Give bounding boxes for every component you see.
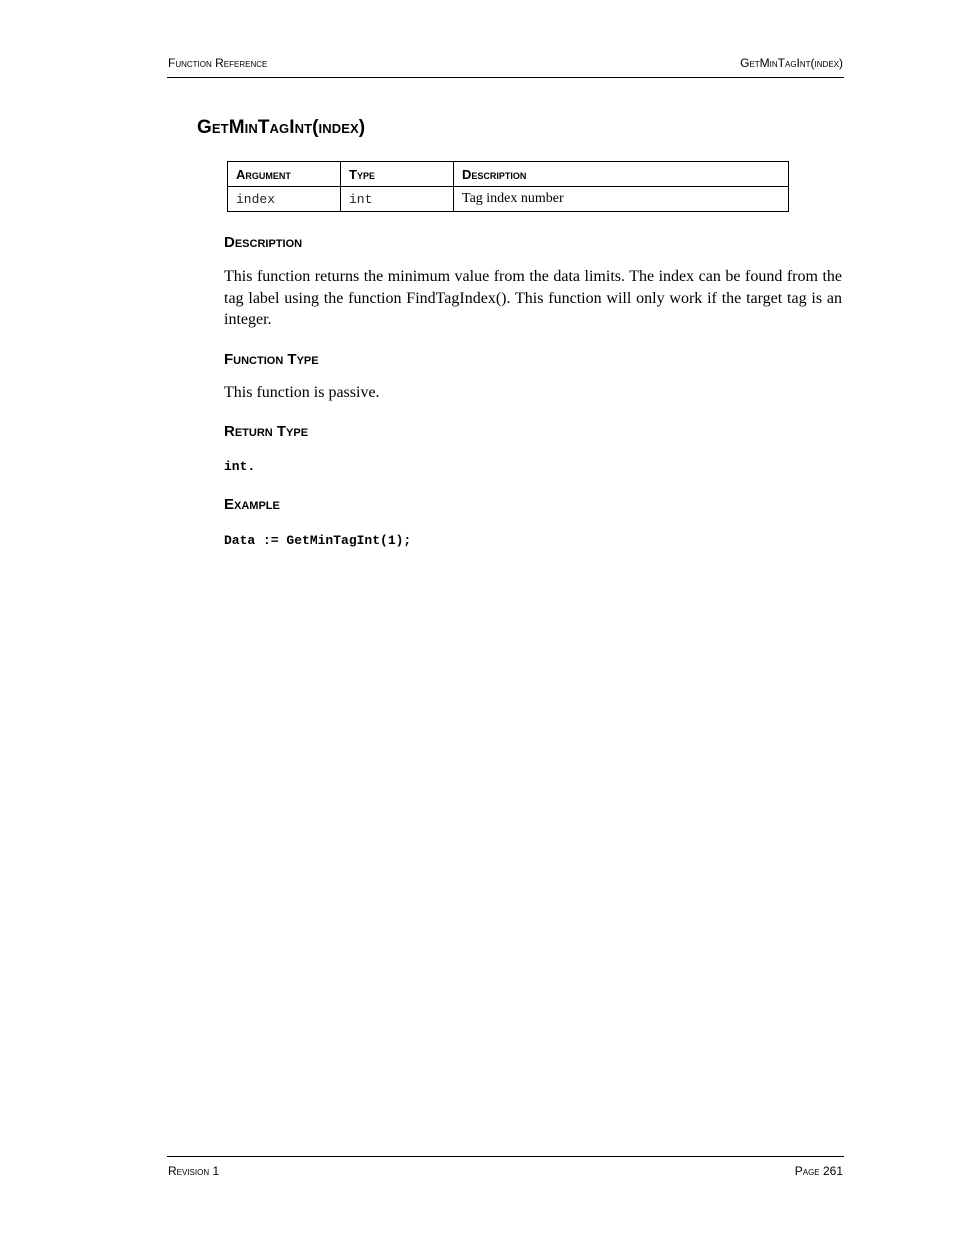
example-code: Data := GetMinTagInt(1); (224, 533, 412, 548)
function-type-text: This function is passive. (224, 384, 380, 401)
table-row (228, 187, 789, 212)
column-header-description: Description (454, 162, 789, 187)
column-header-type: Type (341, 162, 454, 187)
column-header-argument: Argument (228, 162, 341, 187)
footer-page-number: Page 261 (794, 1164, 843, 1178)
header-section-title: Function Reference (168, 56, 268, 70)
return-type-code: int. (224, 459, 256, 474)
description-text: This function returns the minimum value from the data limits. The index can be found from the tag label using the function FindTagIndex(). This function will only work if the target tag is an integer. (224, 268, 842, 328)
page-header (167, 56, 844, 78)
description-cell: Tag index number (454, 187, 789, 212)
header-function-name: GetMinTagInt(index) (740, 56, 843, 70)
description-heading: Description (224, 234, 303, 251)
arguments-table (227, 161, 789, 212)
return-type-heading: Return Type (224, 423, 309, 440)
function-type-heading: Function Type (224, 351, 319, 368)
page-title: GetMinTagInt(index) (197, 117, 366, 138)
argument-cell: index (228, 187, 341, 212)
example-heading: Example (224, 496, 280, 513)
table-header-row (228, 162, 789, 187)
footer-revision: Revision 1 (168, 1164, 220, 1178)
page-footer (167, 1156, 844, 1181)
type-cell: int (341, 187, 454, 212)
